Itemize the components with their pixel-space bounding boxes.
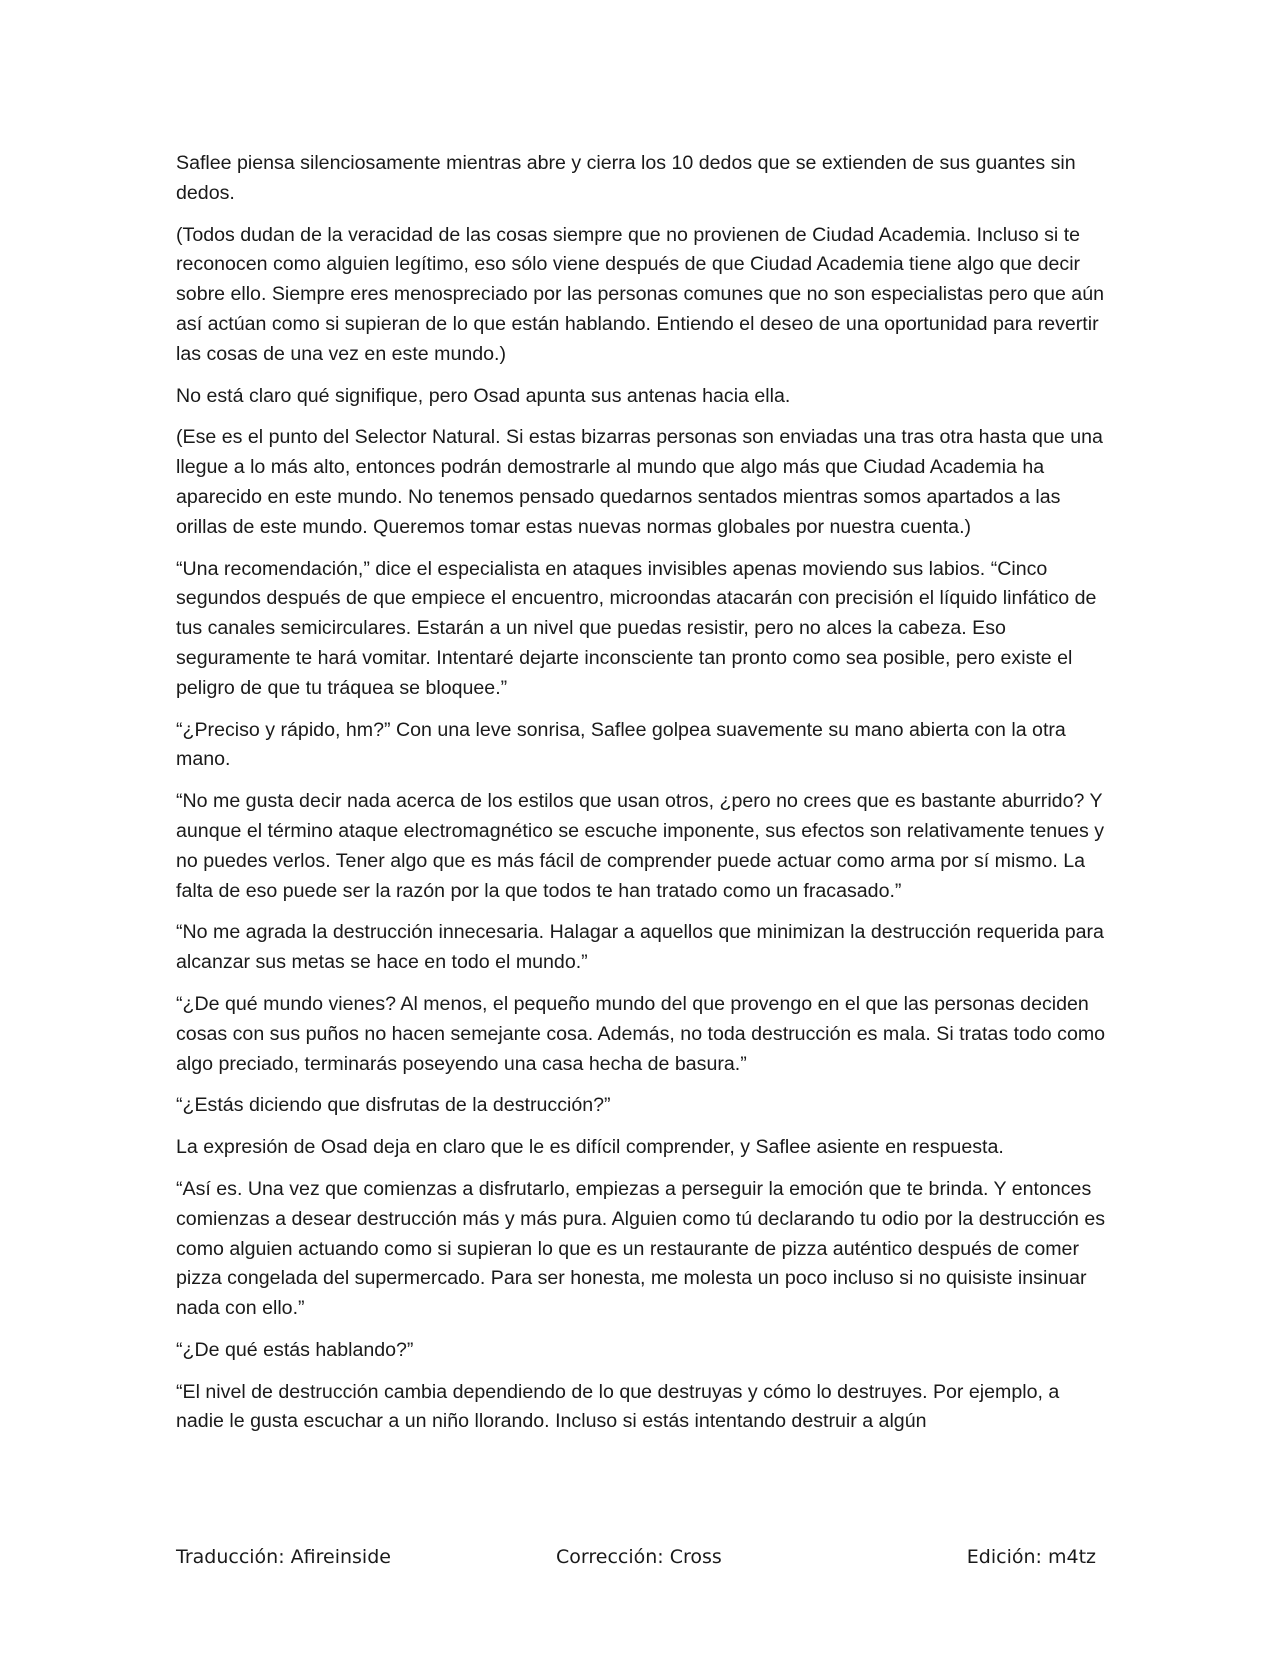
paragraph: “¿De qué mundo vienes? Al menos, el pequeño mundo del que provengo en el que las personas deciden cosas con sus puños no hacen semejante cosa. Además, no toda destrucción es mala. Si tratas todo como algo preciado, terminarás poseyendo una casa hecha de basura.” (176, 992, 1106, 1075)
paragraph: La expresión de Osad deja en claro que le es difícil comprender, y Saflee asiente en respuesta. (176, 1136, 1004, 1159)
paragraph: “Así es. Una vez que comienzas a disfrutarlo, empiezas a perseguir la emoción que te brinda. Y entonces comienzas a desear destrucción más y más pura. Alguien como tú declarando tu odio por la destrucción es como alguien actuando como si supieran lo que es un restaurante de pizza auténtico después de comer pizza congelada del supermercado. Para ser honesta, me molesta un poco incluso si no quisiste insinuar nada con ello.” (176, 1177, 1106, 1320)
body-text (176, 149, 1106, 1449)
footer-edition-credit: Edición: m4tz (966, 1546, 1096, 1568)
paragraph: “No me agrada la destrucción innecesaria. Halagar a aquellos que minimizan la destrucción requerida para alcanzar sus metas se hace en todo el mundo.” (176, 921, 1104, 974)
paragraph: “No me gusta decir nada acerca de los estilos que usan otros, ¿pero no crees que es bastante aburrido? Y aunque el término ataque electromagnético se escuche imponente, sus efectos son relativamente tenues y no puedes verlos. Tener algo que es más fácil de comprender puede actuar como arma por sí mismo. La falta de eso puede ser la razón por la que todos te han tratado como un fracasado.” (176, 790, 1104, 902)
paragraph: “Una recomendación,” dice el especialista en ataques invisibles apenas moviendo sus labios. “Cinco segundos después de que empiece el encuentro, microondas atacarán con precisión el líquido linfático de tus canales semicirculares. Estarán a un nivel que puedas resistir, pero no alces la cabeza. Eso seguramente te hará vomitar. Intentaré dejarte inconsciente tan pronto como sea posible, pero existe el peligro de que tu tráquea se bloquee.” (176, 557, 1097, 699)
paragraph: No está claro qué signifique, pero Osad apunta sus antenas hacia ella. (176, 384, 791, 407)
paragraph: “¿De qué estás hablando?” (176, 1338, 414, 1361)
paragraph: “¿Estás diciendo que disfrutas de la destrucción?” (176, 1094, 611, 1117)
paragraph: “El nivel de destrucción cambia dependiendo de lo que destruyas y cómo lo destruyes. Por ejemplo, a nadie le gusta escuchar a un niño llorando. Incluso si estás intentando destruir a algún (176, 1380, 1060, 1433)
page-footer (176, 1546, 1096, 1576)
paragraph: Saflee piensa silenciosamente mientras abre y cierra los 10 dedos que se extienden de sus guantes sin dedos. (176, 152, 1076, 204)
paragraph: “¿Preciso y rápido, hm?” Con una leve sonrisa, Saflee golpea suavemente su mano abierta con la otra mano. (176, 718, 1066, 771)
paragraph: (Ese es el punto del Selector Natural. Si estas bizarras personas son enviadas una tras otra hasta que una llegue a lo más alto, entonces podrán demostrarle al mundo que algo más que Ciudad Academia ha aparecido en este mundo. No tenemos pensado quedarnos sentados mientras somos apartados a las orillas de este mundo. Queremos tomar estas nuevas normas globales por nuestra cuenta.) (176, 426, 1103, 538)
footer-translation-credit: Traducción: Afireinside (176, 1546, 391, 1568)
footer-correction-credit: Corrección: Cross (556, 1546, 722, 1568)
paragraph: (Todos dudan de la veracidad de las cosas siempre que no provienen de Ciudad Academia. Incluso si te reconocen como alguien legítimo, eso sólo viene después de que Ciudad Academia tiene algo que decir sobre ello. Siempre eres menospreciado por las personas comunes que no son especialistas pero que aún así actúan como si supieran de lo que están hablando. Entiendo el deseo de una oportunidad para revertir las cosas de una vez en este mundo.) (176, 223, 1104, 365)
